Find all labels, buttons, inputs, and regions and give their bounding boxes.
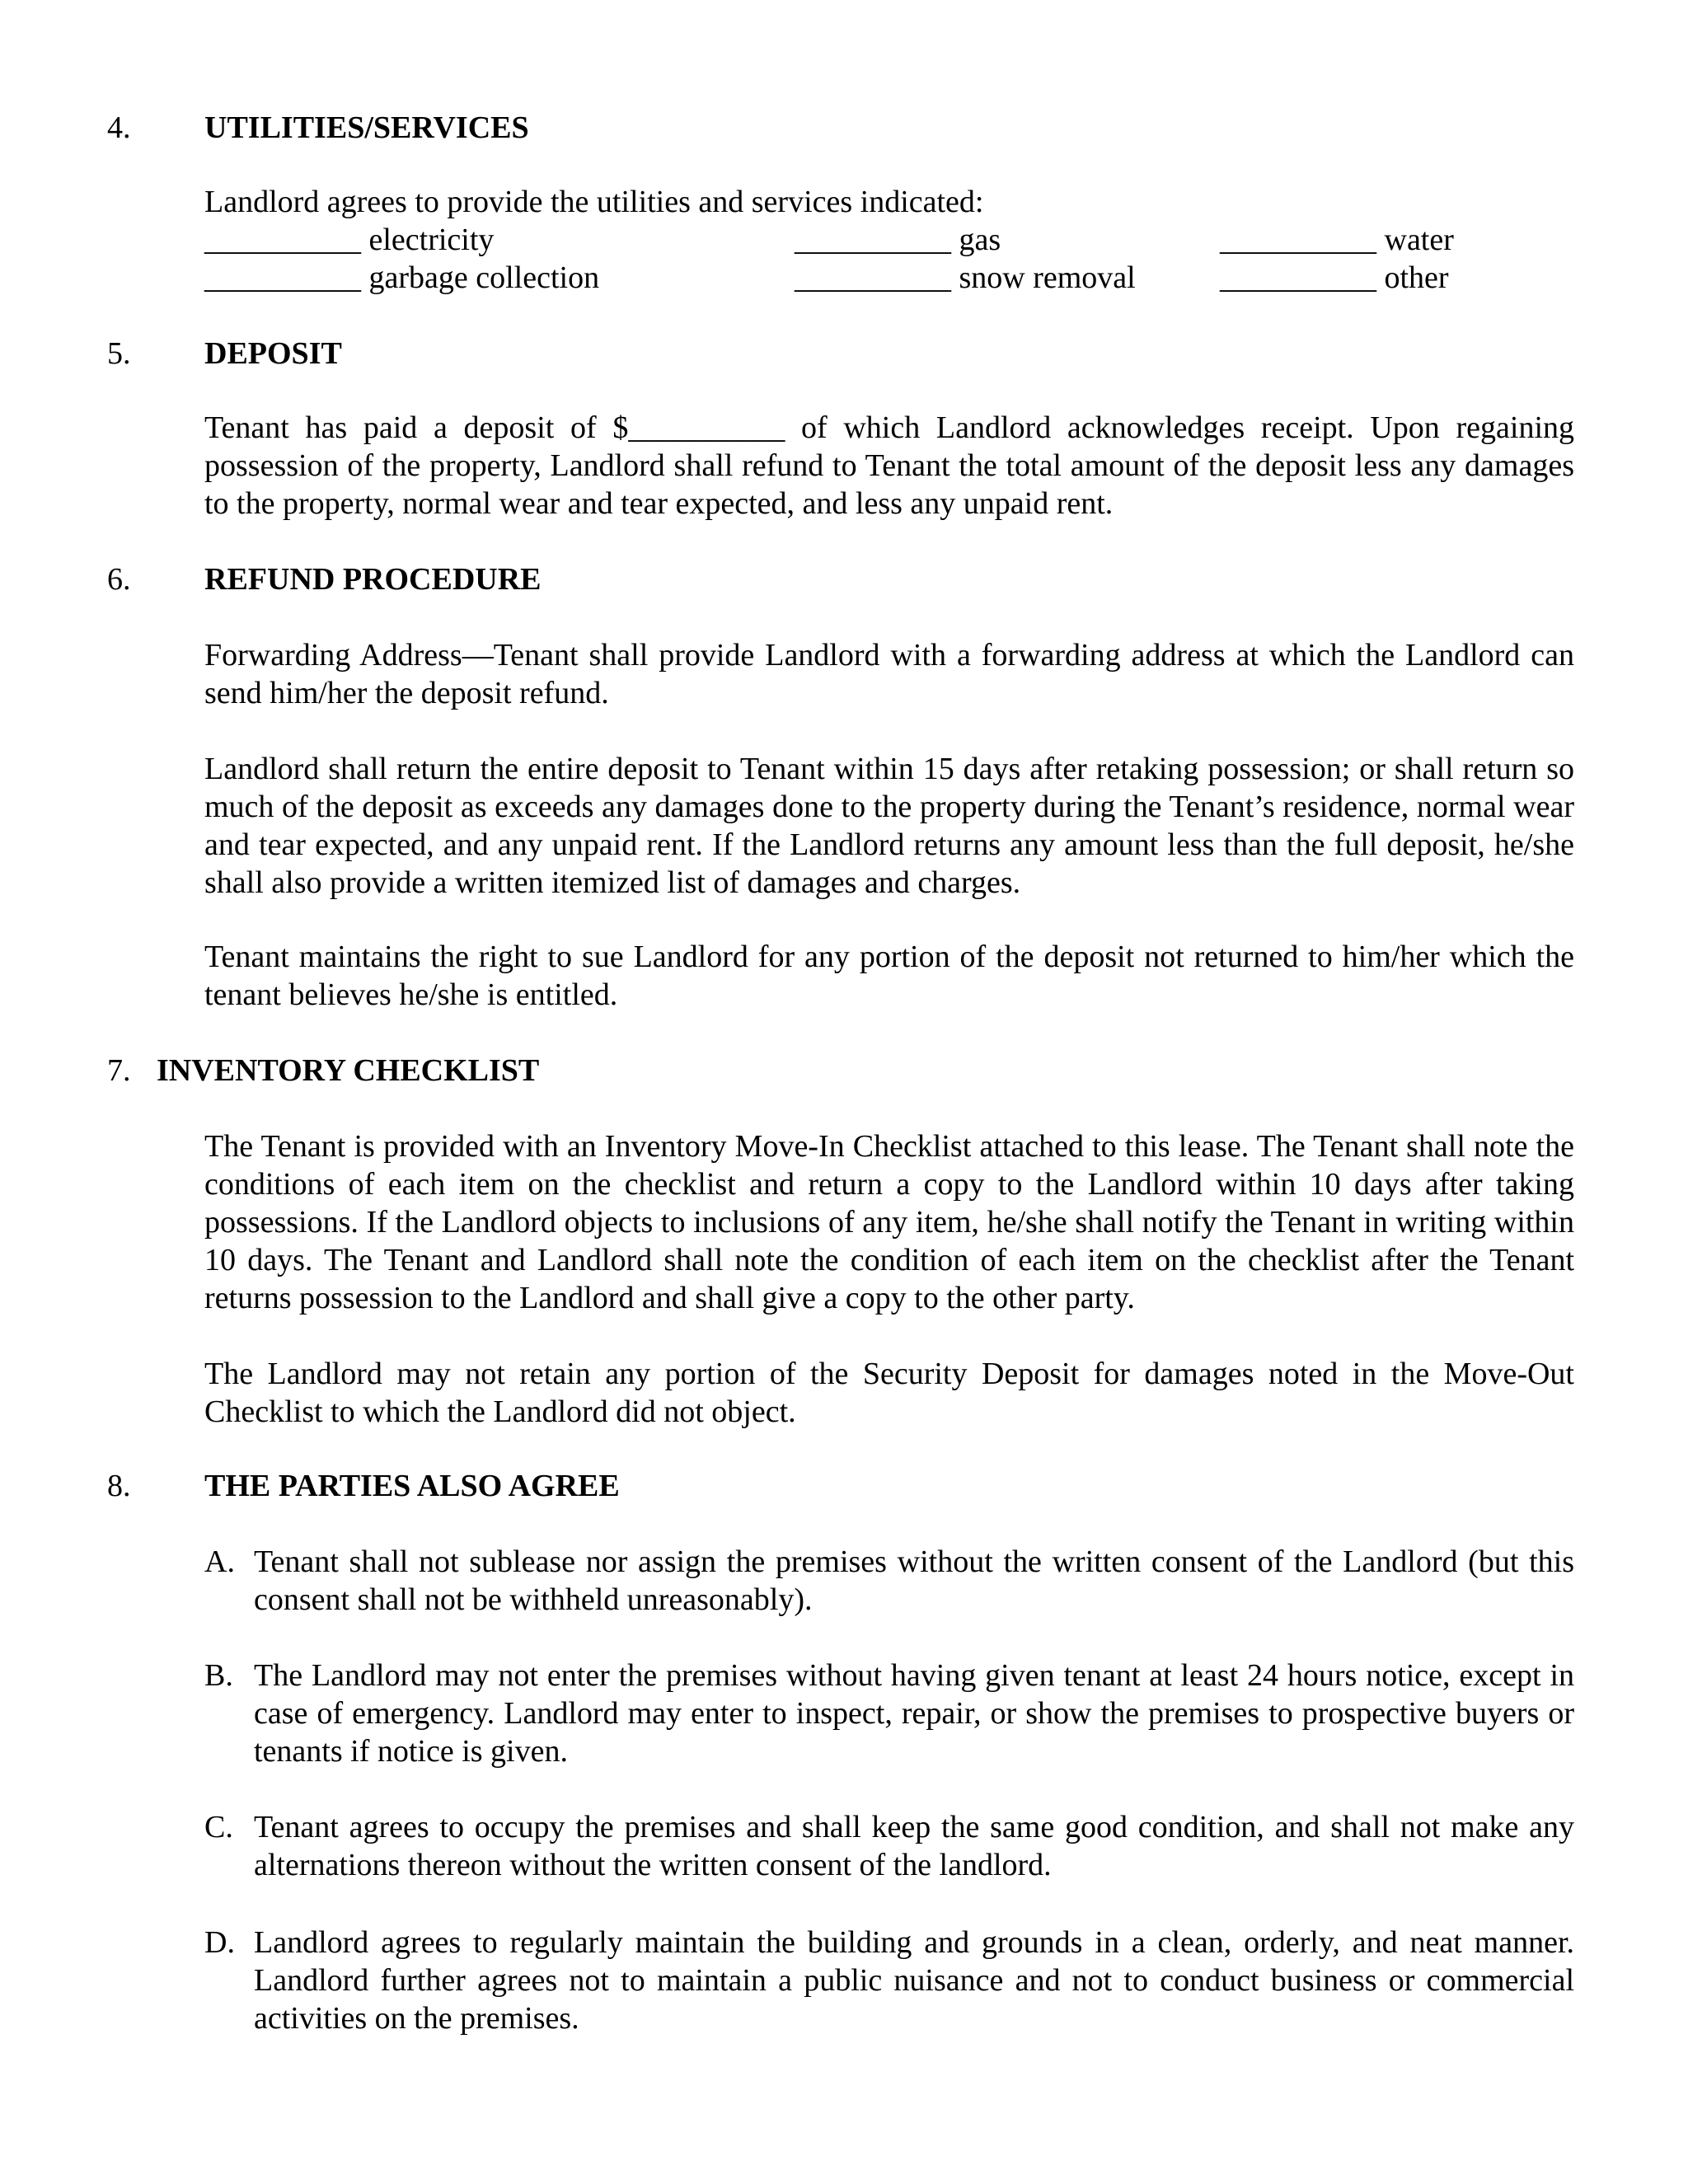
utility-label: electricity [368, 223, 495, 257]
inventory-paragraph-2: The Landlord may not retain any portion of the Security Deposit for damages noted in the Move-Out Checklist to which the Landlord did not object. [204, 1357, 1574, 1429]
section-number: 8. [107, 1469, 131, 1503]
utility-blank: __________ [204, 260, 361, 295]
item-text: Tenant shall not sublease nor assign the premises without the written consent of the Landlord (but this consent shall not be withheld unreasonably). [254, 1544, 1574, 1617]
utility-label: gas [959, 223, 1001, 257]
deposit-paragraph: Tenant has paid a deposit of $__________ of which Landlord acknowledges receipt. Upon regaining possession of the property, Landlord shall refund to Tenant the total amount of the deposit less any damages to the property, normal wear and tear expected, and less any unpaid rent. [204, 410, 1574, 521]
refund-paragraph-3: Tenant maintains the right to sue Landlord for any portion of the deposit not returned to him/her which the tenant believes he/she is entitled. [204, 940, 1574, 1012]
refund-paragraph-1: Forwarding Address—Tenant shall provide Landlord with a forwarding address at which the Landlord can send him/her the deposit refund. [204, 638, 1574, 710]
utility-label: other [1384, 260, 1449, 295]
utility-other [1220, 259, 1449, 297]
utility-label: snow removal [959, 260, 1136, 295]
section-number: 6. [107, 562, 131, 597]
section-number: 7. [107, 1053, 131, 1088]
utility-blank: __________ [795, 260, 951, 295]
item-letter: A. [204, 1544, 235, 1579]
utility-blank: __________ [204, 223, 361, 257]
utility-garbage-collection [204, 259, 599, 297]
utility-blank: __________ [795, 223, 951, 257]
item-letter: B. [204, 1658, 233, 1693]
utility-label: water [1384, 223, 1454, 257]
item-letter: C. [204, 1810, 233, 1844]
item-text: The Landlord may not enter the premises without having given tenant at least 24 hours notice, except in case of emergency. Landlord may enter to inspect, repair, or show the premises to prospective buyers or tenants if notice is given. [254, 1658, 1574, 1769]
section-title: INVENTORY CHECKLIST [157, 1053, 540, 1088]
utilities-intro: Landlord agrees to provide the utilities and services indicated: [204, 185, 984, 219]
section-title: UTILITIES/SERVICES [204, 110, 529, 145]
utility-water [1220, 221, 1454, 259]
item-text: Tenant agrees to occupy the premises and shall keep the same good condition, and shall not make any alternations thereon without the written consent of the landlord. [254, 1810, 1574, 1882]
utility-label: garbage collection [368, 260, 600, 295]
section-title: REFUND PROCEDURE [204, 562, 542, 597]
inventory-paragraph-1: The Tenant is provided with an Inventory Move-In Checklist attached to this lease. The Tenant shall note the conditions of each item on the checklist and return a copy to the Landlord within 10 days after taking possessions. If the Landlord objects to inclusions of any item, he/she shall notify the Tenant in writing within 10 days. The Tenant and Landlord shall note the condition of each item on the checklist after the Tenant returns possession to the Landlord and shall give a copy to the other party. [204, 1129, 1574, 1315]
item-text: Landlord agrees to regularly maintain the building and grounds in a clean, orderly, and neat manner. Landlord further agrees not to maintain a public nuisance and not to conduct business or commercial activities on the premises. [254, 1925, 1574, 2036]
utility-blank: __________ [1220, 260, 1376, 295]
utility-electricity [204, 221, 494, 259]
refund-paragraph-2: Landlord shall return the entire deposit to Tenant within 15 days after retaking possession; or shall return so much of the deposit as exceeds any damages done to the property during the Tenant’s residence, normal wear and tear expected, and any unpaid rent. If the Landlord returns any amount less than the full deposit, he/she shall also provide a written itemized list of damages and charges. [204, 752, 1574, 900]
utility-gas [795, 221, 1001, 259]
item-letter: D. [204, 1925, 235, 1960]
section-title: DEPOSIT [204, 336, 342, 371]
utility-snow-removal [795, 259, 1136, 297]
section-title: THE PARTIES ALSO AGREE [204, 1469, 620, 1503]
section-number: 5. [107, 336, 131, 371]
utility-blank: __________ [1220, 223, 1376, 257]
section-number: 4. [107, 110, 131, 145]
